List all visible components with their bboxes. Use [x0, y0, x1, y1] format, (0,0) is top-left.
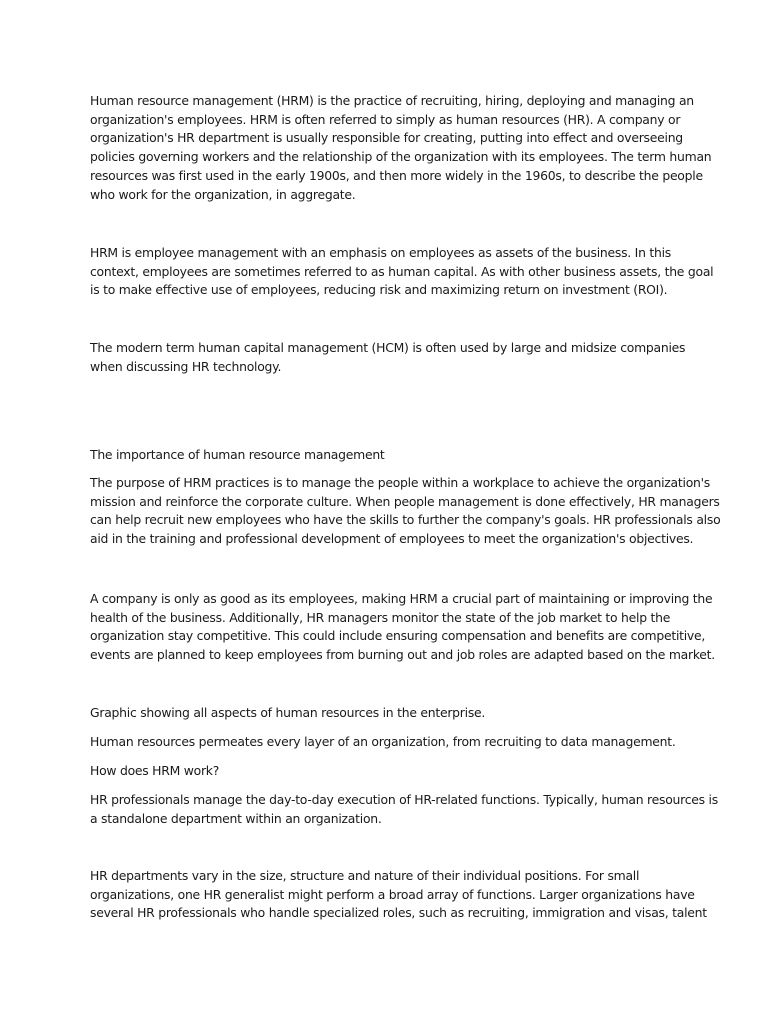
text-line: The purpose of HRM practices is to manage the people within a workplace to achieve the organization's [90, 475, 710, 490]
text-line: organization stay competitive. This could include ensuring compensation and benefits are competitive, [90, 628, 706, 644]
text-line: A company is only as good as its employees, making HRM a crucial part of maintaining or improving the [90, 591, 713, 606]
text-line: can help recruit new employees who have the skills to further the company's goals. HR professionals also [90, 512, 721, 528]
text-line: is to make effective use of employees, reducing risk and maximizing return on investment (ROI). [90, 282, 668, 298]
heading-text: How does HRM work? [90, 763, 220, 778]
paragraph-company-employees [90, 590, 715, 665]
section-heading-importance [90, 446, 690, 465]
text-line: The modern term human capital management (HCM) is often used by large and midsize companies [90, 340, 686, 355]
text-line: aid in the training and professional development of employees to meet the organization's objectives. [90, 531, 694, 547]
text-line: policies governing workers and the relationship of the organization with its employees. The term human [90, 149, 712, 165]
section-heading-how-hrm-works [90, 762, 690, 781]
text-line: organization's employees. HRM is often referred to simply as human resources (HR). A company or [90, 111, 681, 127]
paragraph-employee-management [90, 244, 714, 300]
text-line: HRM is employee management with an emphasis on employees as assets of the business. In this [90, 245, 671, 260]
heading-text: The importance of human resource management [90, 447, 385, 462]
text-line: Human resource management (HRM) is the practice of recruiting, hiring, deploying and managing an [90, 93, 694, 108]
text-line: Human resources permeates every layer of an organization, from recruiting to data management. [90, 734, 676, 749]
text-line: health of the business. Additionally, HR managers monitor the state of the job market to help the [90, 609, 671, 625]
paragraph-hcm [90, 339, 690, 376]
text-line: organization's HR department is usually responsible for creating, putting into effect and overseeing [90, 130, 683, 146]
text-line: context, employees are sometimes referred to as human capital. As with other business assets, the goal [90, 263, 714, 279]
paragraph-hrm-definition [90, 92, 712, 204]
text-line: who work for the organization, in aggregate. [90, 186, 356, 202]
text-line: when discussing HR technology. [90, 358, 282, 374]
text-line: mission and reinforce the corporate culture. When people management is done effectively, HR managers [90, 493, 720, 509]
graphic-caption [90, 704, 690, 723]
text-line: HR departments vary in the size, structure and nature of their individual positions. For small [90, 868, 640, 883]
paragraph-hr-departments [90, 867, 707, 923]
paragraph-hr-permeates [90, 733, 690, 752]
text-line: organizations, one HR generalist might perform a broad array of functions. Larger organizations have [90, 886, 695, 902]
text-line: several HR professionals who handle specialized roles, such as recruiting, immigration and visas, talent [90, 905, 707, 921]
paragraph-hrm-purpose [90, 474, 721, 549]
caption-text: Graphic showing all aspects of human resources in the enterprise. [90, 705, 486, 720]
text-line: HR professionals manage the day-to-day execution of HR-related functions. Typically, human resources is [90, 792, 718, 807]
paragraph-hr-professionals [90, 791, 718, 828]
text-line: a standalone department within an organization. [90, 810, 382, 826]
text-line: events are planned to keep employees from burning out and job roles are adapted based on the market. [90, 647, 715, 663]
text-line: resources was first used in the early 1900s, and then more widely in the 1960s, to describe the people [90, 167, 703, 183]
